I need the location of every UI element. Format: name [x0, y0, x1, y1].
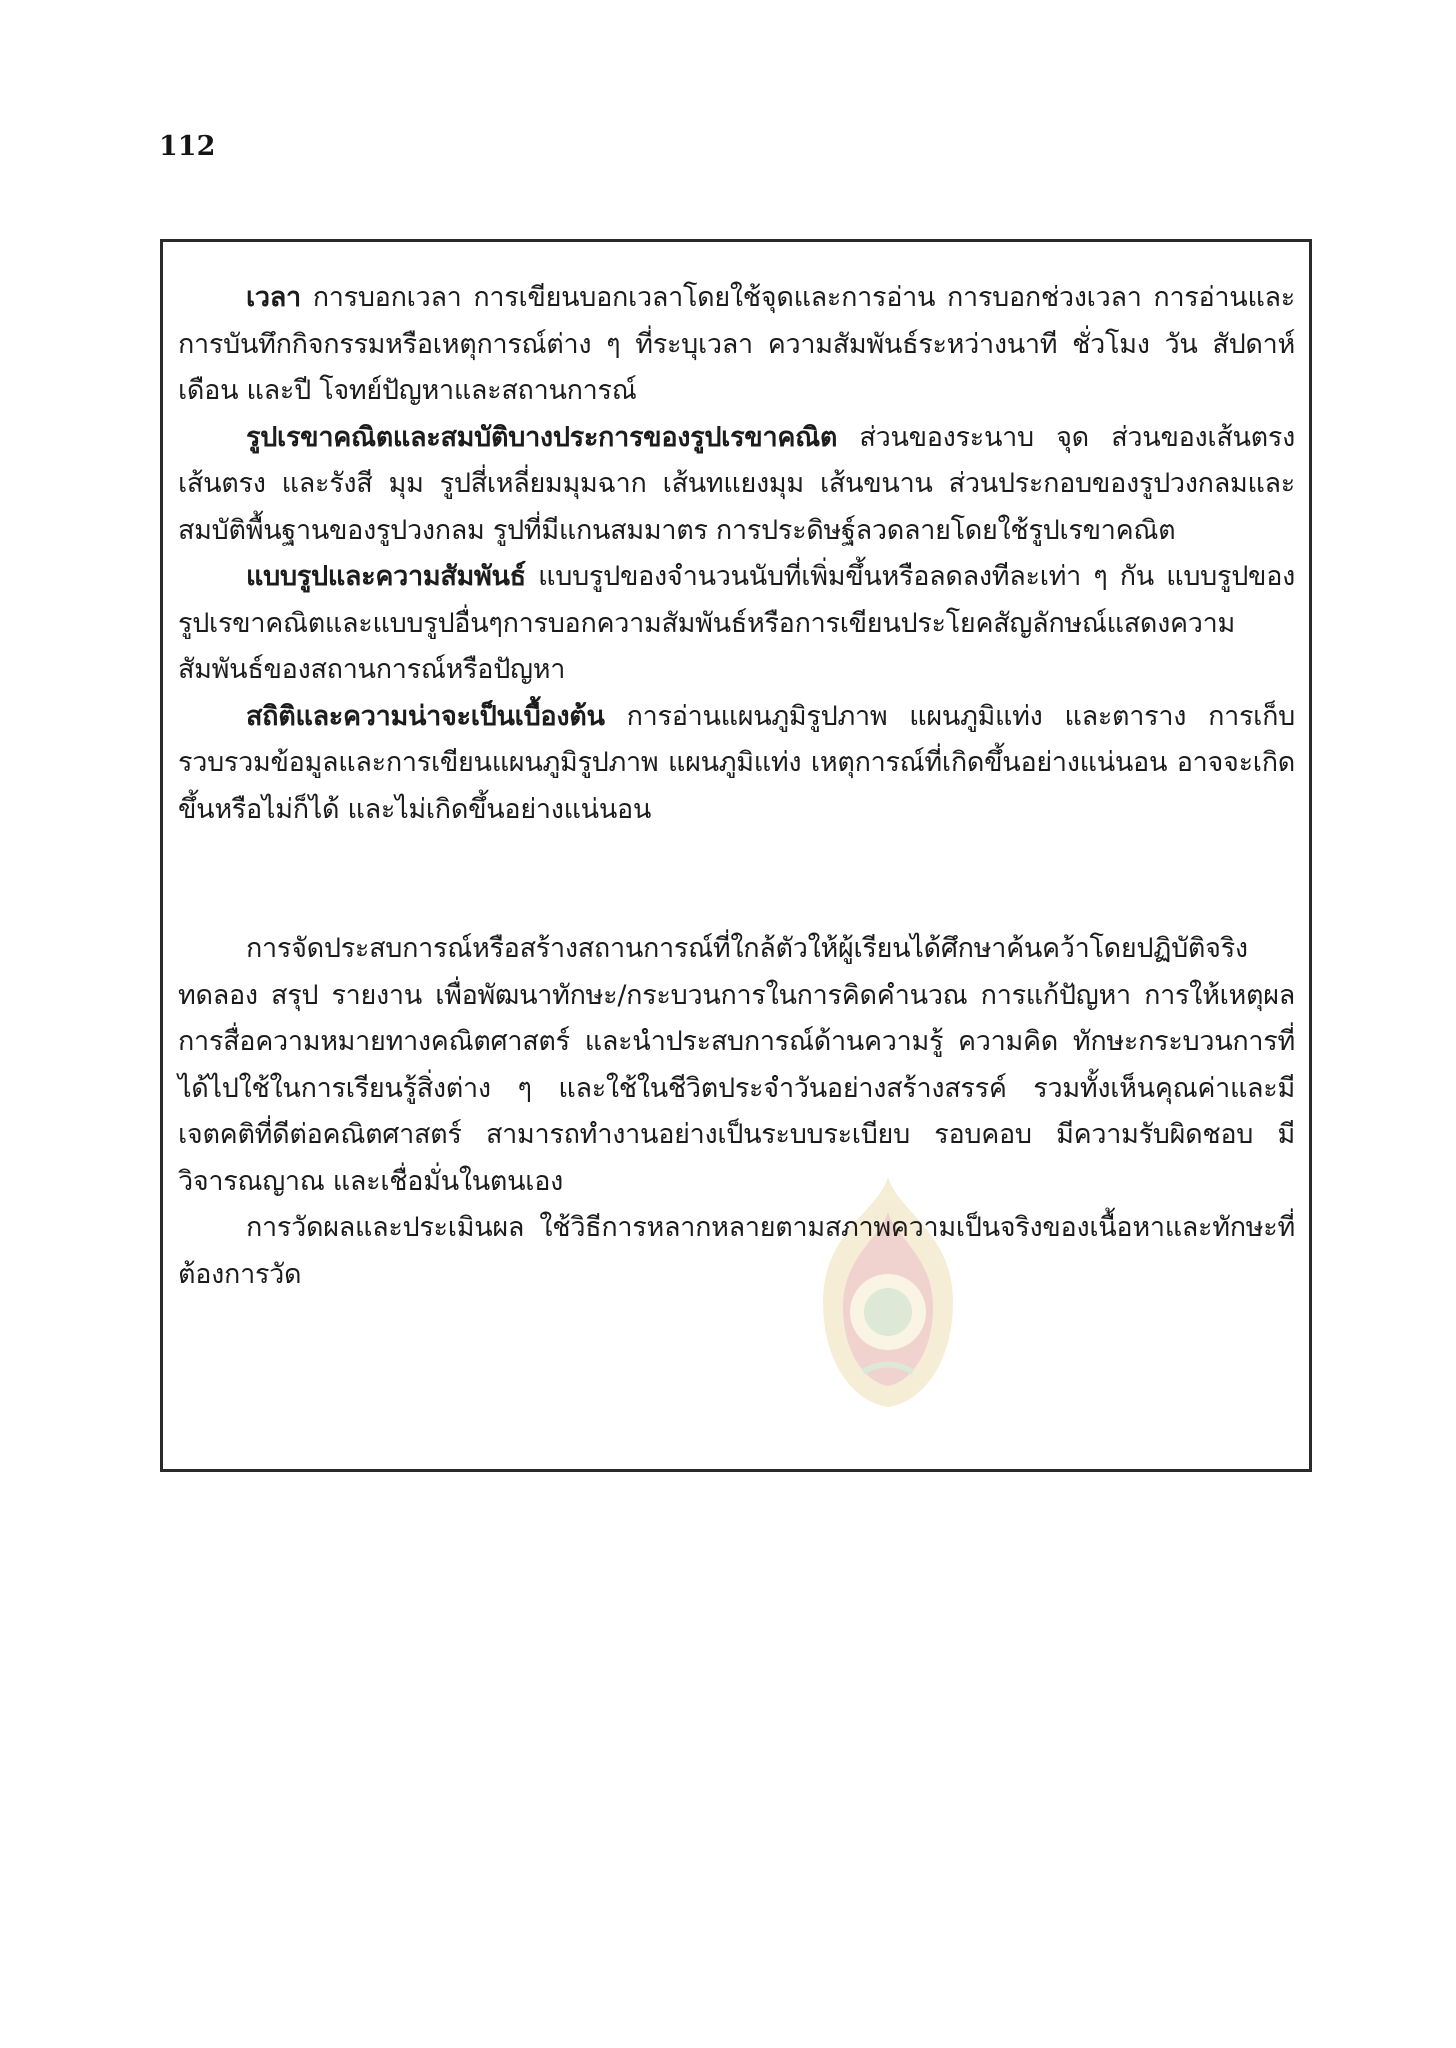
section-geometry: [178, 415, 1295, 555]
section-text: การอ่านแผนภูมิรูปภาพ แผนภูมิแท่ง และตาราง การเก็บรวบรวมข้อมูลและการเขียนแผนภูมิรูปภาพ แผนภูมิแท่ง เหตุการณ์ที่เกิดขึ้นอย่างแน่นอน อาจจะเกิดขึ้นหรือไม่ก็ได้ และไม่เกิดขึ้นอย่างแน่นอน: [178, 700, 1295, 825]
page-number: 112: [159, 131, 216, 162]
section-text: การบอกเวลา การเขียนบอกเวลาโดยใช้จุดและการอ่าน การบอกช่วงเวลา การอ่านและการบันทึกกิจกรรมหรือเหตุการณ์ต่าง ๆ ที่ระบุเวลา ความสัมพันธ์ระหว่างนาที ชั่วโมง วัน สัปดาห์ เดือน และปี โจทย์ปัญหาและสถานการณ์: [178, 282, 1295, 406]
assessment-paragraph: การวัดผลและประเมินผล ใช้วิธีการหลากหลายตามสภาพความเป็นจริงของเนื้อหาและทักษะที่ต้องการวัด: [178, 1212, 1295, 1290]
section-statistics: [178, 694, 1295, 834]
section-patterns: [178, 554, 1295, 694]
section-heading: แบบรูปและความสัมพันธ์: [246, 561, 526, 592]
section-heading: สถิติและความน่าจะเป็นเบื้องต้น: [246, 700, 605, 732]
section-time: [178, 275, 1295, 415]
learning-paragraph: การจัดประสบการณ์หรือสร้างสถานการณ์ที่ใกล้ตัวให้ผู้เรียนได้ศึกษาค้นคว้าโดยปฏิบัติจริง ทดลอง สรุป รายงาน เพื่อพัฒนาทักษะ/กระบวนการในการคิดคำนวณ การแก้ปัญหา การให้เหตุผล การสื่อความหมายทางคณิตศาสตร์ และนำประสบการณ์ด้านความรู้ ความคิด ทักษะกระบวนการที่ได้ไปใช้ในการเรียนรู้สิ่งต่าง ๆ และใช้ในชีวิตประจำวันอย่างสร้างสรรค์ รวมทั้งเห็นคุณค่าและมีเจตคติที่ดีต่อคณิตศาสตร์ สามารถทำงานอย่างเป็นระบบระเบียบ รอบคอบ มีความรับผิดชอบ มีวิจารณญาณ และเชื่อมั่นในตนเอง: [178, 933, 1295, 1197]
section-heading: เวลา: [246, 282, 301, 313]
section-text: ส่วนของระนาบ จุด ส่วนของเส้นตรง เส้นตรง และรังสี มุม รูปสี่เหลี่ยมมุมฉาก เส้นทแยงมุม เส้นขนาน ส่วนประกอบของรูปวงกลมและสมบัติพื้นฐานของรูปวงกลม รูปที่มีแกนสมมาตร การประดิษฐ์ลวดลายโดยใช้รูปเรขาคณิต: [178, 421, 1295, 546]
section-heading: รูปเรขาคณิตและสมบัติบางประการของรูปเรขาคณิต: [246, 421, 838, 453]
section-spacer: [178, 833, 1295, 926]
section-text: แบบรูปของจำนวนนับที่เพิ่มขึ้นหรือลดลงทีละเท่า ๆ กัน แบบรูปของรูปเรขาคณิตและแบบรูปอื่นๆการบอกความสัมพันธ์หรือการเขียนประโยคสัญลักษณ์แสดงความสัมพันธ์ของสถานการณ์หรือปัญหา: [178, 561, 1295, 685]
content-box: [160, 239, 1312, 1472]
